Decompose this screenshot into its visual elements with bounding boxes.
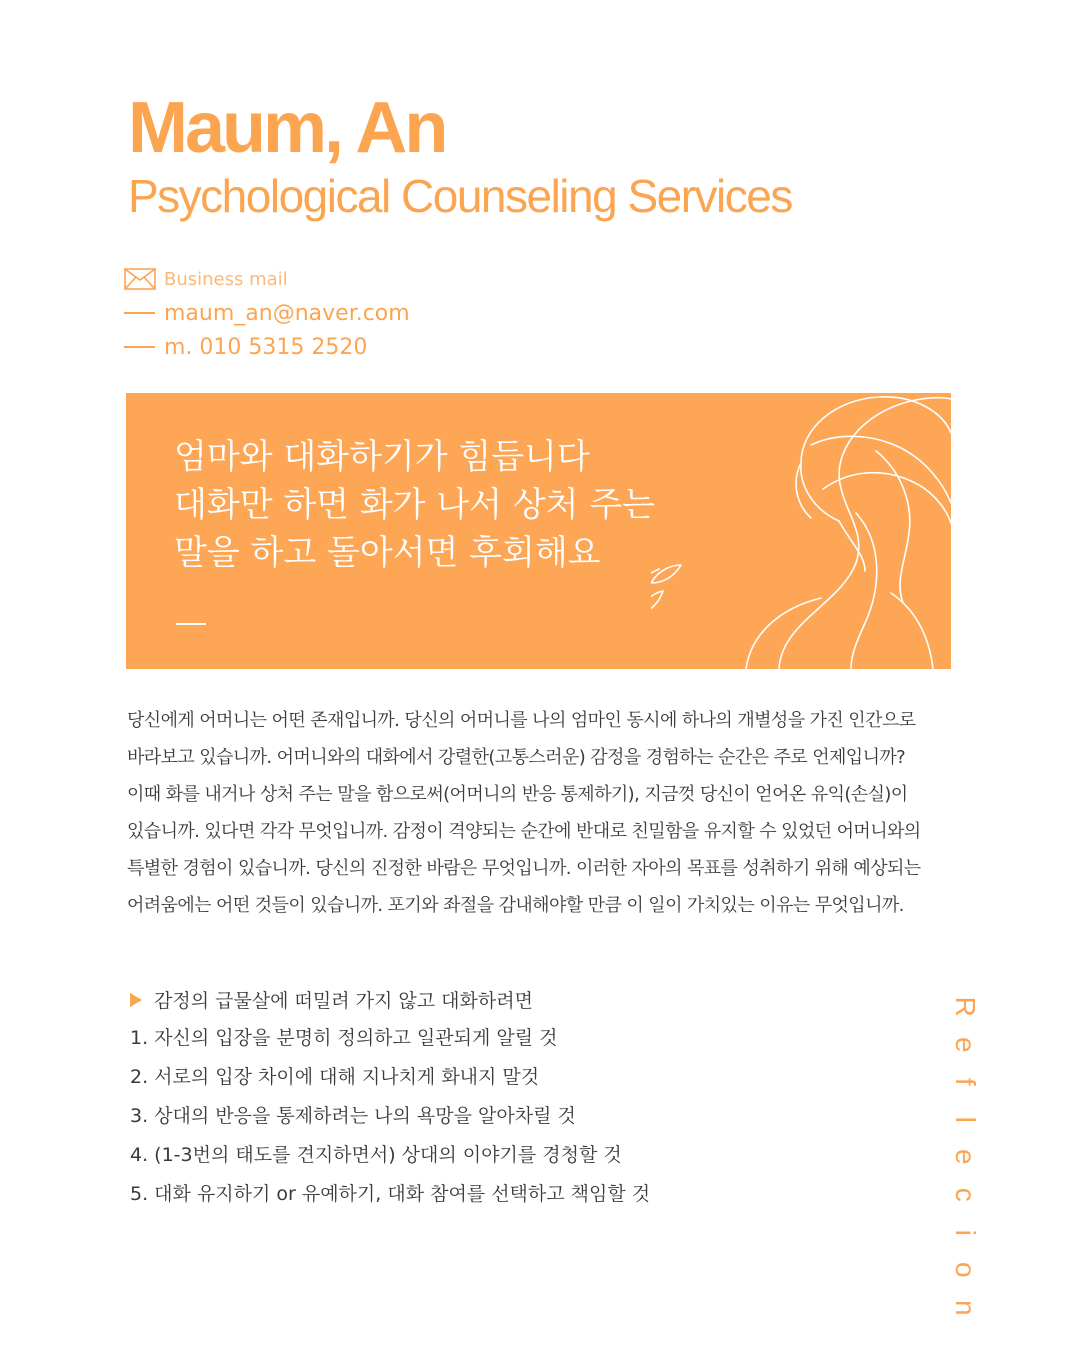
guideline-list bbox=[130, 980, 910, 1214]
paragraph-line: 어려움에는 어떤 것들이 있습니까. 포기와 좌절을 감내해야할 만큼 이 일이 가치있는 이유는 무엇입니까. bbox=[127, 895, 904, 916]
vertical-letter: e bbox=[949, 1149, 981, 1165]
vertical-letter: o bbox=[949, 1262, 981, 1278]
vertical-label bbox=[950, 988, 980, 1326]
mail-icon bbox=[124, 268, 164, 290]
vertical-letter: n bbox=[949, 1299, 981, 1316]
contact-email-row bbox=[124, 296, 484, 330]
banner-line: 엄마와 대화하기가 힘듭니다 bbox=[174, 437, 590, 477]
vertical-letter: i bbox=[949, 1229, 981, 1236]
paragraph-line: 당신에게 어머니는 어떤 존재입니까. 당신의 어머니를 나의 엄마인 동시에 하나의 개별성을 가진 인간으로 bbox=[127, 710, 916, 731]
vertical-letter: e bbox=[949, 1036, 981, 1053]
vertical-letter: l bbox=[949, 1116, 981, 1123]
contact-block bbox=[124, 262, 484, 364]
list-item: 2. 서로의 입장 차이에 대해 지나치게 화내지 말것 bbox=[130, 1066, 540, 1088]
vertical-letter: c bbox=[949, 1187, 981, 1202]
brand-name: Maum, An bbox=[128, 88, 446, 168]
paragraph-line: 이때 화를 내거나 상처 주는 말을 함으로써(어머니의 반응 통제하기), 지금껏 당신이 얻어온 유익(손실)이 bbox=[127, 784, 908, 805]
contact-mail-row bbox=[124, 262, 484, 296]
list-item: 4. (1-3번의 태도를 견지하면서) 상대의 이야기를 경청할 것 bbox=[130, 1144, 622, 1166]
body-paragraph bbox=[127, 702, 957, 924]
contact-phone-row bbox=[124, 330, 484, 364]
vertical-letter: R bbox=[949, 996, 981, 1017]
email-link[interactable]: maum_an@naver.com bbox=[164, 300, 410, 326]
dash-icon bbox=[124, 346, 155, 348]
list-heading bbox=[130, 980, 910, 1019]
phone-number[interactable]: m. 010 5315 2520 bbox=[164, 334, 368, 360]
banner-text bbox=[174, 433, 734, 577]
paragraph-line: 바라보고 있습니까. 어머니와의 대화에서 강렬한(고통스러운) 감정을 경험하는 순간은 주로 언제입니까? bbox=[127, 747, 906, 768]
woman-illustration bbox=[651, 393, 951, 669]
list-item: 1. 자신의 입장을 분명히 정의하고 일관되게 알릴 것 bbox=[130, 1027, 558, 1049]
banner-line: 말을 하고 돌아서면 후회해요 bbox=[174, 533, 601, 573]
banner-dash bbox=[176, 623, 206, 625]
list-item: 5. 대화 유지하기 or 유예하기, 대화 참여를 선택하고 책임할 것 bbox=[130, 1183, 651, 1205]
banner-line: 대화만 하면 화가 나서 상처 주는 bbox=[174, 485, 656, 525]
paragraph-line: 있습니까. 있다면 각각 무엇입니까. 감정이 격양되는 순간에 반대로 친밀함을 유지할 수 있었던 어머니와의 bbox=[127, 821, 921, 842]
banner bbox=[126, 393, 951, 669]
business-mail-label: Business mail bbox=[164, 268, 288, 290]
play-triangle-icon bbox=[130, 993, 142, 1007]
list-heading-text: 감정의 급물살에 떠밀려 가지 않고 대화하려면 bbox=[154, 990, 533, 1012]
vertical-letter: f bbox=[949, 1078, 981, 1086]
dash-icon bbox=[124, 312, 155, 314]
list-item: 3. 상대의 반응을 통제하려는 나의 욕망을 알아차릴 것 bbox=[130, 1105, 576, 1127]
brand-subtitle: Psychological Counseling Services bbox=[128, 170, 792, 222]
paragraph-line: 특별한 경험이 있습니까. 당신의 진정한 바람은 무엇입니까. 이러한 자아의 목표를 성취하기 위해 예상되는 bbox=[127, 858, 921, 879]
